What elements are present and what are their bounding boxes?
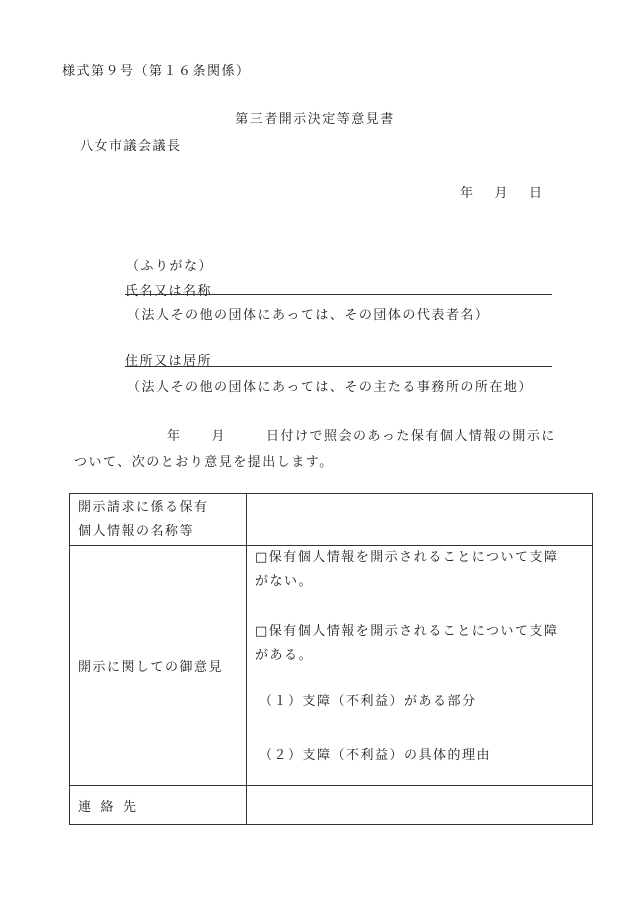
name-underline: [125, 294, 552, 295]
body-text-line1: [167, 425, 556, 444]
address-note: （法人その他の団体にあっては、その主たる事務所の所在地）: [127, 380, 533, 395]
option-hindrance-line2: がある。: [255, 648, 314, 663]
contact-label-char3: 先: [123, 799, 138, 815]
furigana-label: （ふりがな）: [126, 259, 214, 274]
date-year-label: 年: [460, 186, 475, 201]
table-row-request-info: [70, 494, 593, 546]
option-no-hindrance[interactable]: [255, 546, 584, 594]
name-label: 氏名又は名称: [125, 284, 213, 299]
date-day-label: 日: [529, 186, 544, 201]
request-info-label: [70, 494, 247, 546]
request-info-value[interactable]: [247, 494, 593, 546]
addressee: 八女市議会議長: [80, 139, 182, 154]
document-title: 第三者開示決定等意見書: [235, 112, 395, 127]
address-underline: [125, 366, 552, 367]
request-info-label-line2: 個人情報の名称等: [78, 523, 195, 539]
request-info-label-line1: 開示請求に係る保有: [78, 499, 209, 515]
opinion-label: 開示に関しての御意見: [70, 546, 247, 786]
name-note: （法人その他の団体にあっては、その団体の代表者名）: [127, 308, 490, 323]
address-label: 住所又は居所: [125, 354, 213, 369]
body-month-label: 月: [211, 429, 227, 444]
form-number: 様式第９号（第１６条関係）: [62, 64, 251, 79]
date-month-label: 月: [494, 186, 510, 201]
date-line: [460, 182, 544, 201]
opinion-options-cell: [247, 546, 593, 786]
option-no-hindrance-line1: □保有個人情報を開示されることについて支障: [255, 550, 559, 565]
option-hindrance[interactable]: [255, 620, 584, 668]
option-no-hindrance-line2: がない。: [255, 574, 314, 589]
body-line1-rest: 日付けで照会のあった保有個人情報の開示に: [266, 429, 556, 444]
option-hindrance-line1: □保有個人情報を開示されることについて支障: [255, 624, 559, 639]
table-row-opinion: [70, 546, 593, 786]
body-text-line2: ついて、次のとおり意見を提出します。: [74, 455, 334, 470]
contact-value[interactable]: [247, 786, 593, 825]
opinion-form-table: [69, 493, 593, 825]
table-row-contact: [70, 786, 593, 825]
hindrance-part-label: （１）支障（不利益）がある部分: [259, 694, 477, 709]
hindrance-reason-label: （２）支障（不利益）の具体的理由: [259, 748, 492, 763]
contact-label-char2: 絡: [100, 799, 116, 815]
body-year-label: 年: [167, 429, 182, 444]
contact-label-char1: 連: [78, 799, 93, 815]
contact-label: [70, 786, 247, 825]
